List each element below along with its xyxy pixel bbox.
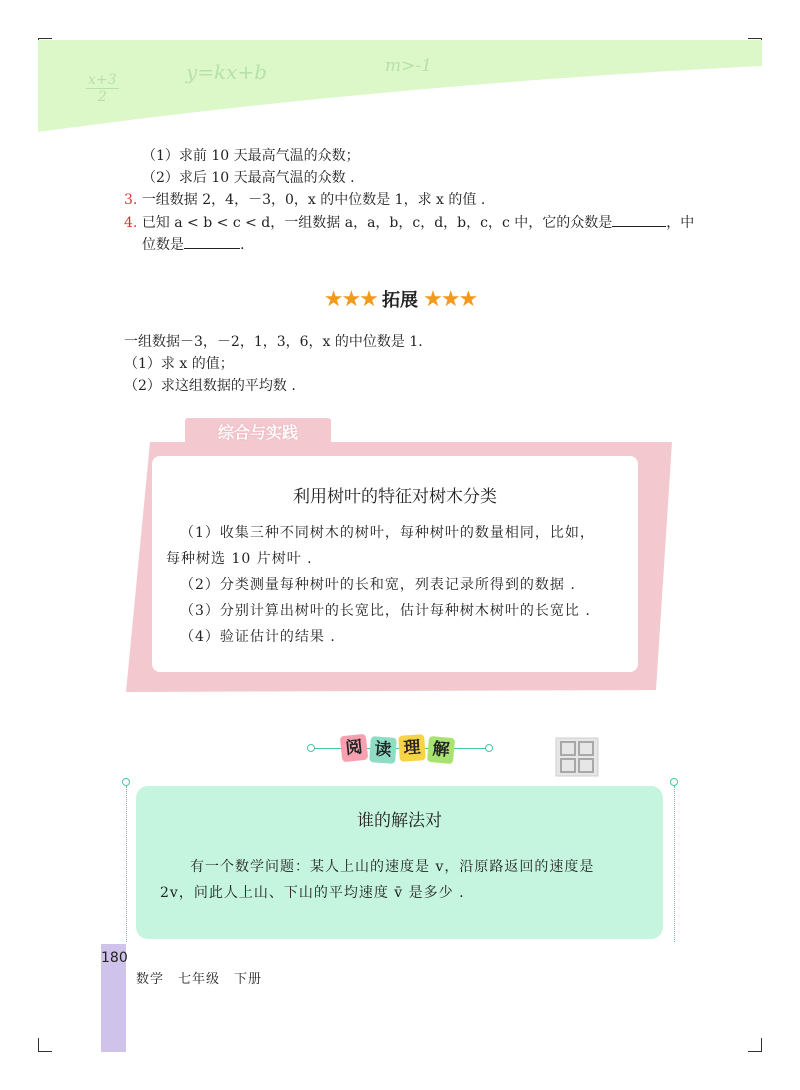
header-formula-inequality: m>-1 (385, 56, 432, 76)
header-formula-fraction: x+3 2 (88, 72, 117, 105)
divider-dot-right (485, 744, 493, 752)
crop-mark-br-h (748, 1051, 762, 1052)
header-formula-linear: y=kx+b (186, 60, 268, 84)
divider-dot-left (307, 744, 315, 752)
crop-mark-bl-h (38, 1051, 52, 1052)
reading-tile-4: 解 (427, 736, 455, 764)
practice-title: 利用树叶的特征对树木分类 (293, 487, 497, 507)
practice-line-1: （1）收集三种不同树木的树叶，每种树叶的数量相同，比如， (180, 525, 595, 541)
reading-line-2: 2v，问此人上山、下山的平均速度 v̄ 是多少 . (160, 885, 465, 901)
practice-line-4: （3）分别计算出树叶的长宽比，估计每种树木树叶的长宽比 . (180, 603, 591, 619)
reading-tile-2: 读 (369, 736, 397, 764)
extension-line-2: （1）求 x 的值； (124, 356, 234, 372)
exercise-4: 4. 已知 a < b < c < d，一组数据 a，a，b，c，d，b，c，c 中，它的众数是 ，中 (124, 212, 694, 233)
exercise-number: 4. (124, 215, 138, 231)
practice-line-2: 每种树选 10 片树叶 . (166, 551, 313, 567)
exercise-4-cont: 位数是 . (142, 234, 244, 255)
seal-stamp-icon (555, 737, 599, 777)
practice-line-5: （4）验证估计的结果 . (180, 629, 336, 645)
exercise-line-2: （2）求后 10 天最高气温的众数 . (142, 170, 355, 186)
practice-line-3: （2）分类测量每种树叶的长和宽，列表记录所得到的数据 . (180, 577, 576, 593)
crop-mark-bl-v (38, 1038, 39, 1052)
reading-tile-3: 理 (398, 734, 426, 762)
page-number: 180 (101, 950, 128, 966)
reading-line-1: 有一个数学问题：某人上山的速度是 v，沿原路返回的速度是 (190, 859, 595, 875)
frame-dot-left (122, 778, 130, 786)
frame-dotted-left (126, 786, 127, 942)
star-icon: ★★★ (323, 287, 377, 312)
frame-dotted-right (674, 786, 675, 942)
reading-title: 谁的解法对 (357, 811, 442, 831)
reading-tile-1: 阅 (340, 734, 369, 763)
extension-line-3: （2）求这组数据的平均数 . (124, 378, 296, 394)
book-title: 数学 七年级 下册 (136, 972, 263, 987)
extension-line-1: 一组数据－3，－2，1，3，6，x 的中位数是 1. (124, 334, 423, 350)
exercise-3: 3. 一组数据 2，4，－3，0，x 的中位数是 1，求 x 的值 . (124, 192, 486, 208)
extension-title: 拓展 (382, 290, 418, 311)
star-icon: ★★★ (423, 287, 477, 312)
exercise-number: 3. (124, 192, 138, 208)
exercise-line-1: （1）求前 10 天最高气温的众数； (142, 148, 360, 164)
frame-dot-right (670, 778, 678, 786)
crop-mark-br-v (761, 1038, 762, 1052)
practice-tab: 综合与实践 (185, 418, 331, 448)
